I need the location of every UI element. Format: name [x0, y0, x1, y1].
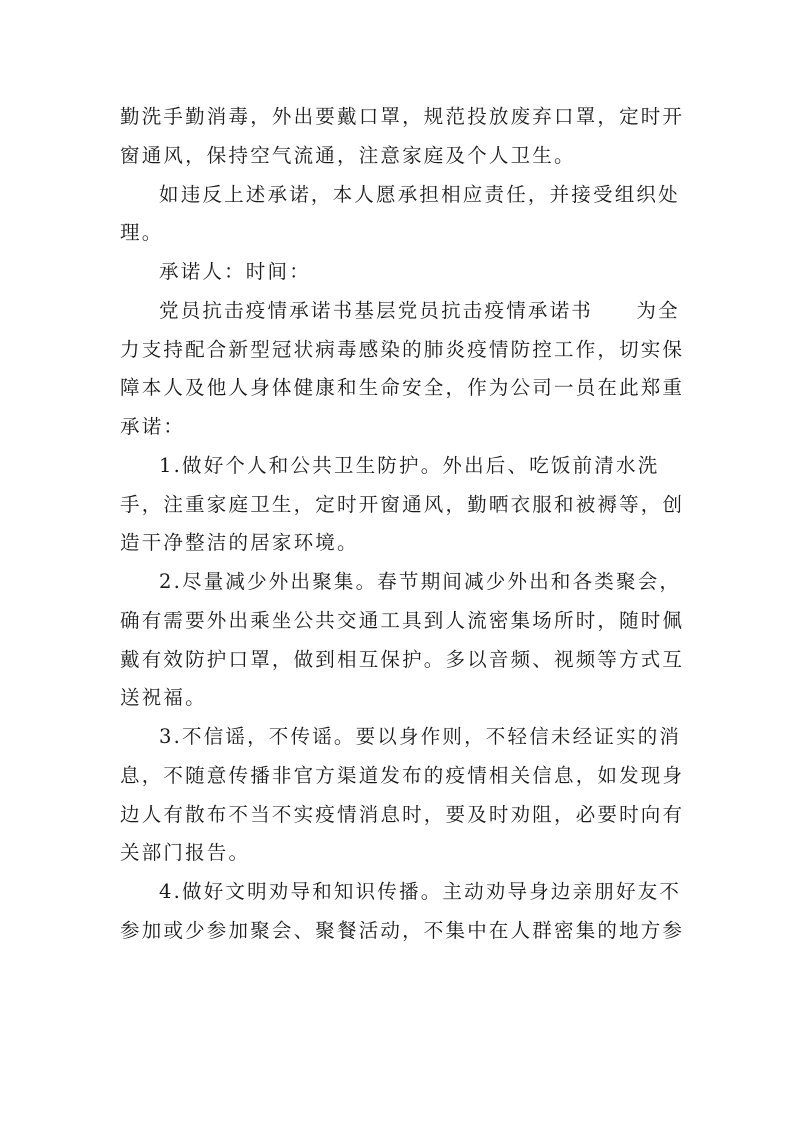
paragraph-item-3: 3.不信谣，不传谣。要以身作则，不轻信未经证实的消息，不随意传播非官方渠道发布的疫情相关信息，如发现身边人有散布不当不实疫情消息时，要及时劝阻，必要时向有关部门报告。	[120, 725, 685, 865]
paragraph-item-2: 2.尽量减少外出聚集。春节期间减少外出和各类聚会，确有需要外出乘坐公共交通工具到人流密集场所时，随时佩戴有效防护口罩，做到相互保护。多以音频、视频等方式互送祝福。	[120, 570, 685, 710]
paragraph-signature-line: 承诺人：时间：	[159, 260, 311, 283]
document-body	[120, 98, 690, 951]
paragraph-item-4: 4.做好文明劝导和知识传播。主动劝导身边亲朋好友不参加或少参加聚会、聚餐活动，不集中在人群密集的地方参	[120, 880, 685, 942]
paragraph-hygiene-continuation: 勤洗手勤消毒，外出要戴口罩，规范投放废弃口罩，定时开窗通风，保持空气流通，注意家庭及个人卫生。	[120, 105, 685, 167]
paragraph-item-1: 1.做好个人和公共卫生防护。外出后、吃饭前清水洗手，注重家庭卫生，定时开窗通风，勤晒衣服和被褥等，创造干净整洁的居家环境。	[120, 453, 685, 555]
paragraph-pledge-intro: 党员抗击疫情承诺书基层党员抗击疫情承诺书 为全力支持配合新型冠状病毒感染的肺炎疫情防控工作，切实保障本人及他人身体健康和生命安全，作为公司一员在此郑重承诺：	[120, 298, 685, 438]
paragraph-violation-statement: 如违反上述承诺，本人愿承担相应责任，并接受组织处理。	[120, 182, 680, 245]
